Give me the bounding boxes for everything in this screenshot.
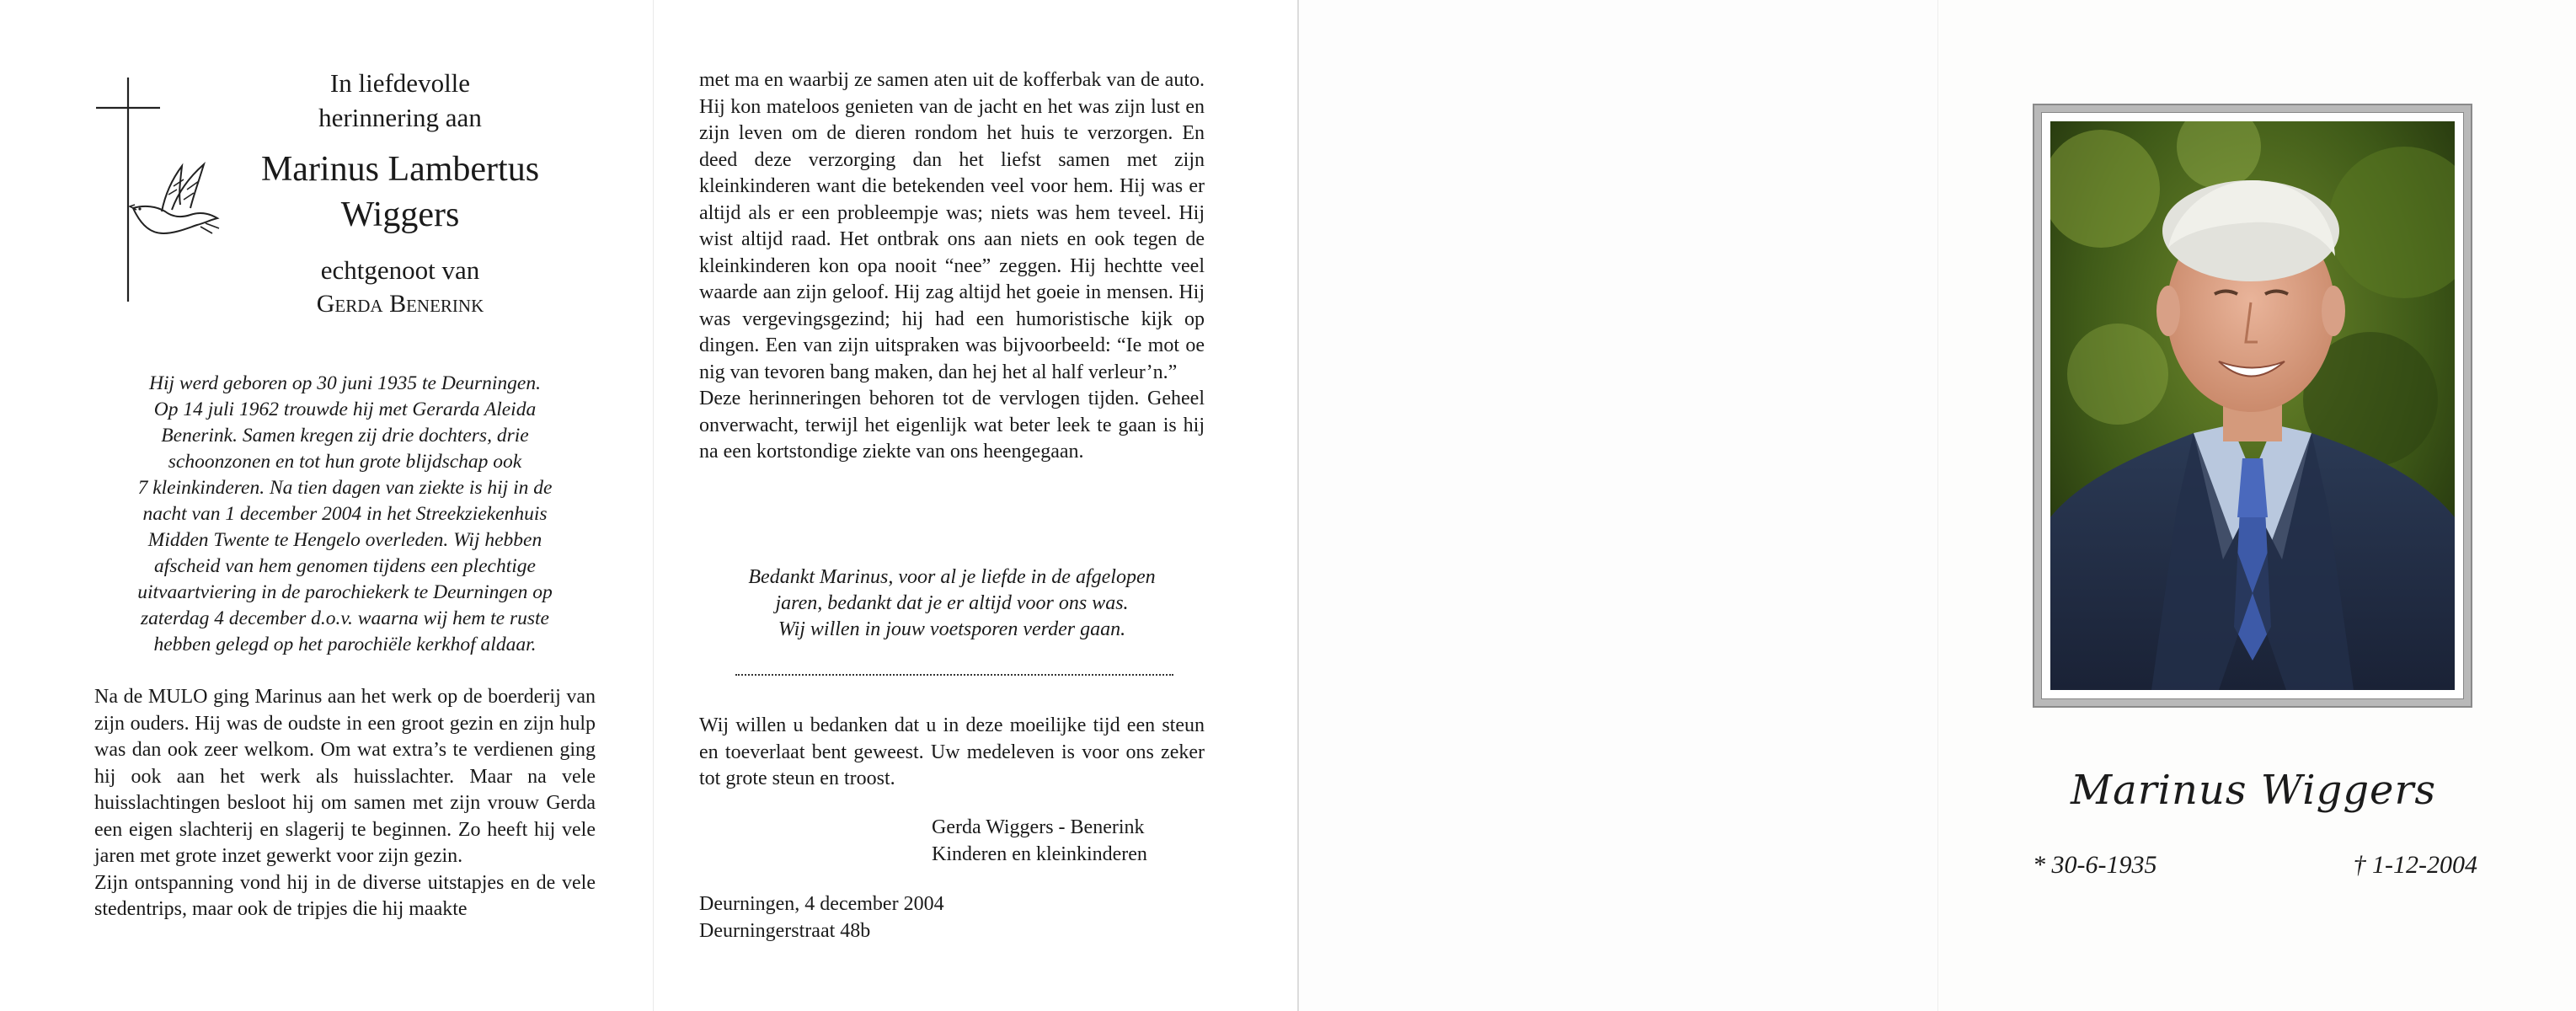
signature-block [932,814,1210,868]
bio-line: uitvaartviering in de parochiekerk te Deurningen op [137,581,553,603]
bio-line: schoonzonen en tot hun grote blijdschap ook [168,451,522,473]
life-story-paragraph: Na de MULO ging Marinus aan het werk op de boerderij van zijn ouders. Hij was de oudste in een groot gezin en zijn hulp was dan ook zeer welkom. Om wat extra’s te verdienen ging hij ook aan het werk als huisslachter. Maar na vele huisslachtingen besloot hij om samen met zijn vrouw Gerda een eigen slachterij en slagerij te beginnen. Zo heeft hij vele jaren met grote inzet gewerkt voor zijn gezin. [94,686,596,867]
bio-line: zaterdag 4 december d.o.v. waarna wij hem te ruste [141,607,549,629]
life-story-paragraph: met ma en waarbij ze samen aten uit de kofferbak van de auto. Hij kon mateloos genieten van de jacht en het was zijn lust en zijn leven om de dieren rondom het huis te verzorgen. En deed deze verzorging dan het liefst samen met zijn kleinkinderen want die betekenden veel voor hem. Hij was er altijd als er een probleempje was; niets was hem teveel. Hij wist altijd raad. Het ontbrak ons aan niets en ook tegen de kleinkinderen kon opa nooit “nee” zeggen. Hij hechtte veel waarde aan zijn geloof. Hij zag altijd het goeie in mensen. Hij was vergevingsgezind; hij had een humoristische kijk op dingen. Een van zijn uitspraken was bijvoorbeeld: “Ie mot oe nig van tevoren bang maken, dan hej het al half verleur’n.” [699,69,1205,383]
gratitude-paragraph: Wij willen u bedanken dat u in deze moeilijke tijd een steun en toeverlaat bent geweest. Uw medeleven is voor ons zeker tot grote steun en troost. [699,714,1205,789]
card-page-blank [1297,0,1939,1011]
place-and-address [699,891,1120,944]
card-page-left [0,0,653,1011]
card-page-middle [653,0,1298,1011]
heading-line2: herinnering aan [318,103,482,132]
bio-line: Benerink. Samen kregen zij drie dochters, drie [161,425,529,447]
spouse-name: Gerda Benerink [316,290,484,318]
photo-mat [2041,112,2464,699]
card-page-cover [1937,0,2576,1011]
life-story-left [94,684,596,923]
verse-line: Wij willen in jouw voetsporen verder gaan. [778,618,1126,640]
biography-italic [94,371,596,658]
spouse-label: echtgenoot van [320,255,480,285]
bio-line: nacht van 1 december 2004 in het Streekziekenhuis [142,503,548,525]
gratitude-text [699,713,1205,793]
signature-line2: Kinderen en kleinkinderen [932,843,1147,865]
life-story-paragraph: Zijn ontspanning vond hij in de diverse uitstapjes en de vele stedentrips, maar ook de tripjes die hij maakte [94,871,596,920]
bio-line: afscheid van hem genomen tijdens een plechtige [154,555,536,577]
birth-date: * 30-6-1935 [2033,851,2157,879]
death-date: † 1-12-2004 [2353,851,2477,879]
cover-name: Marinus Wiggers [2070,767,2437,814]
heading-line1: In liefdevolle [329,68,471,98]
bio-line: Hij werd geboren op 30 juni 1935 te Deurningen. [149,372,541,394]
verse-line: jaren, bedankt dat je er altijd voor ons was. [775,592,1129,614]
signature-line1: Gerda Wiggers - Benerink [932,816,1145,838]
portrait-photo [2050,121,2455,690]
bio-line: Midden Twente te Hengelo overleden. Wij hebben [147,529,542,551]
photo-frame [2033,104,2472,708]
life-story-paragraph: Deze herinneringen behoren tot de vervlogen tijden. Geheel onverwacht, terwijl het eigenlijk wat beter leek te gaan is hij na een kortstondige ziekte van ons heengegaan. [699,388,1205,463]
full-name-line2: Wiggers [340,195,460,234]
heading-block [202,66,598,321]
bio-line: 7 kleinkinderen. Na tien dagen van ziekte is hij in de [137,477,553,499]
place-date: Deurningen, 4 december 2004 [699,893,944,915]
full-name-line1: Marinus Lambertus [260,150,540,189]
dotted-divider [735,674,1173,676]
verse-line: Bedankt Marinus, voor al je liefde in de afgelopen [748,566,1156,588]
bio-line: hebben gelegd op het parochiële kerkhof aldaar. [153,634,537,655]
bio-line: Op 14 juli 1962 trouwde hij met Gerarda Aleida [153,399,537,420]
address: Deurningerstraat 48b [699,920,871,942]
life-story-continued [699,67,1205,466]
farewell-verse [699,564,1205,643]
